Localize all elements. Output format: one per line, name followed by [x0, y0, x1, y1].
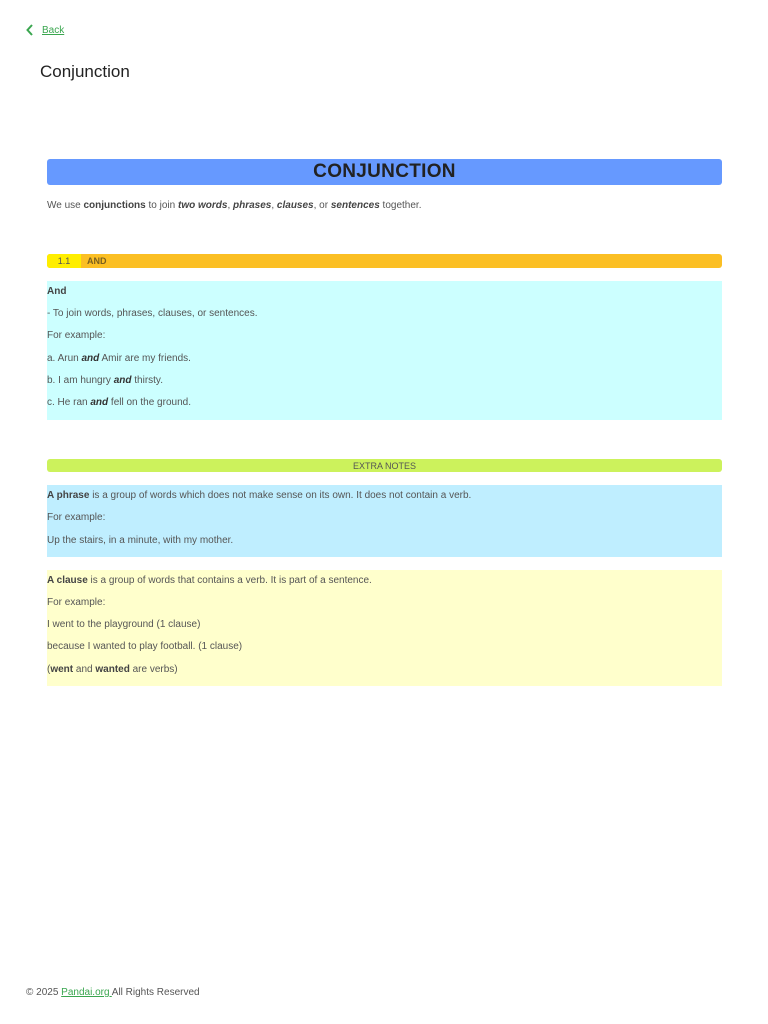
and-heading: And	[47, 286, 67, 297]
lesson-content	[47, 159, 722, 686]
section-number: 1.1	[47, 254, 81, 268]
footer-rights: All Rights Reserved	[111, 987, 200, 998]
chevron-left-icon	[26, 24, 34, 36]
footer-copyright: © 2025	[26, 987, 62, 998]
intro-text: We use conjunctions to join two words, phrases, clauses, or sentences together.	[47, 200, 422, 211]
clause-example-label: For example:	[47, 597, 106, 609]
page-title: Conjunction	[40, 62, 130, 81]
clause-verb-note: (went and wanted are verbs)	[47, 663, 178, 675]
and-example-b: b. I am hungry and thirsty.	[47, 374, 163, 386]
clause-example-2: because I wanted to play football. (1 clause)	[47, 641, 243, 653]
and-example-a: a. Arun and Amir are my friends.	[47, 352, 191, 364]
lesson-banner: CONJUNCTION	[47, 159, 722, 185]
phrase-example-label: For example:	[47, 512, 106, 524]
footer-link-pandai[interactable]: Pandai.org	[61, 987, 112, 998]
section-label: AND	[87, 256, 107, 266]
section-header-and	[47, 254, 722, 268]
and-definition: - To join words, phrases, clauses, or sentences.	[47, 308, 258, 320]
and-example-label: For example:	[47, 330, 106, 342]
phrase-definition: A phrase is a group of words which does not make sense on its own. It does not contain a verb.	[47, 490, 472, 502]
clause-example-1: I went to the playground (1 clause)	[47, 619, 201, 631]
phrase-example: Up the stairs, in a minute, with my mother.	[47, 534, 234, 546]
back-link[interactable]	[26, 24, 64, 36]
and-explanation-box	[47, 281, 722, 420]
extra-notes-header: EXTRA NOTES	[47, 459, 722, 472]
clause-definition: A clause is a group of words that contains a verb. It is part of a sentence.	[47, 574, 372, 586]
and-example-c: c. He ran and fell on the ground.	[47, 397, 191, 409]
clause-note-box	[47, 570, 722, 686]
footer	[26, 987, 200, 998]
phrase-note-box	[47, 485, 722, 557]
back-label[interactable]: Back	[42, 24, 65, 36]
